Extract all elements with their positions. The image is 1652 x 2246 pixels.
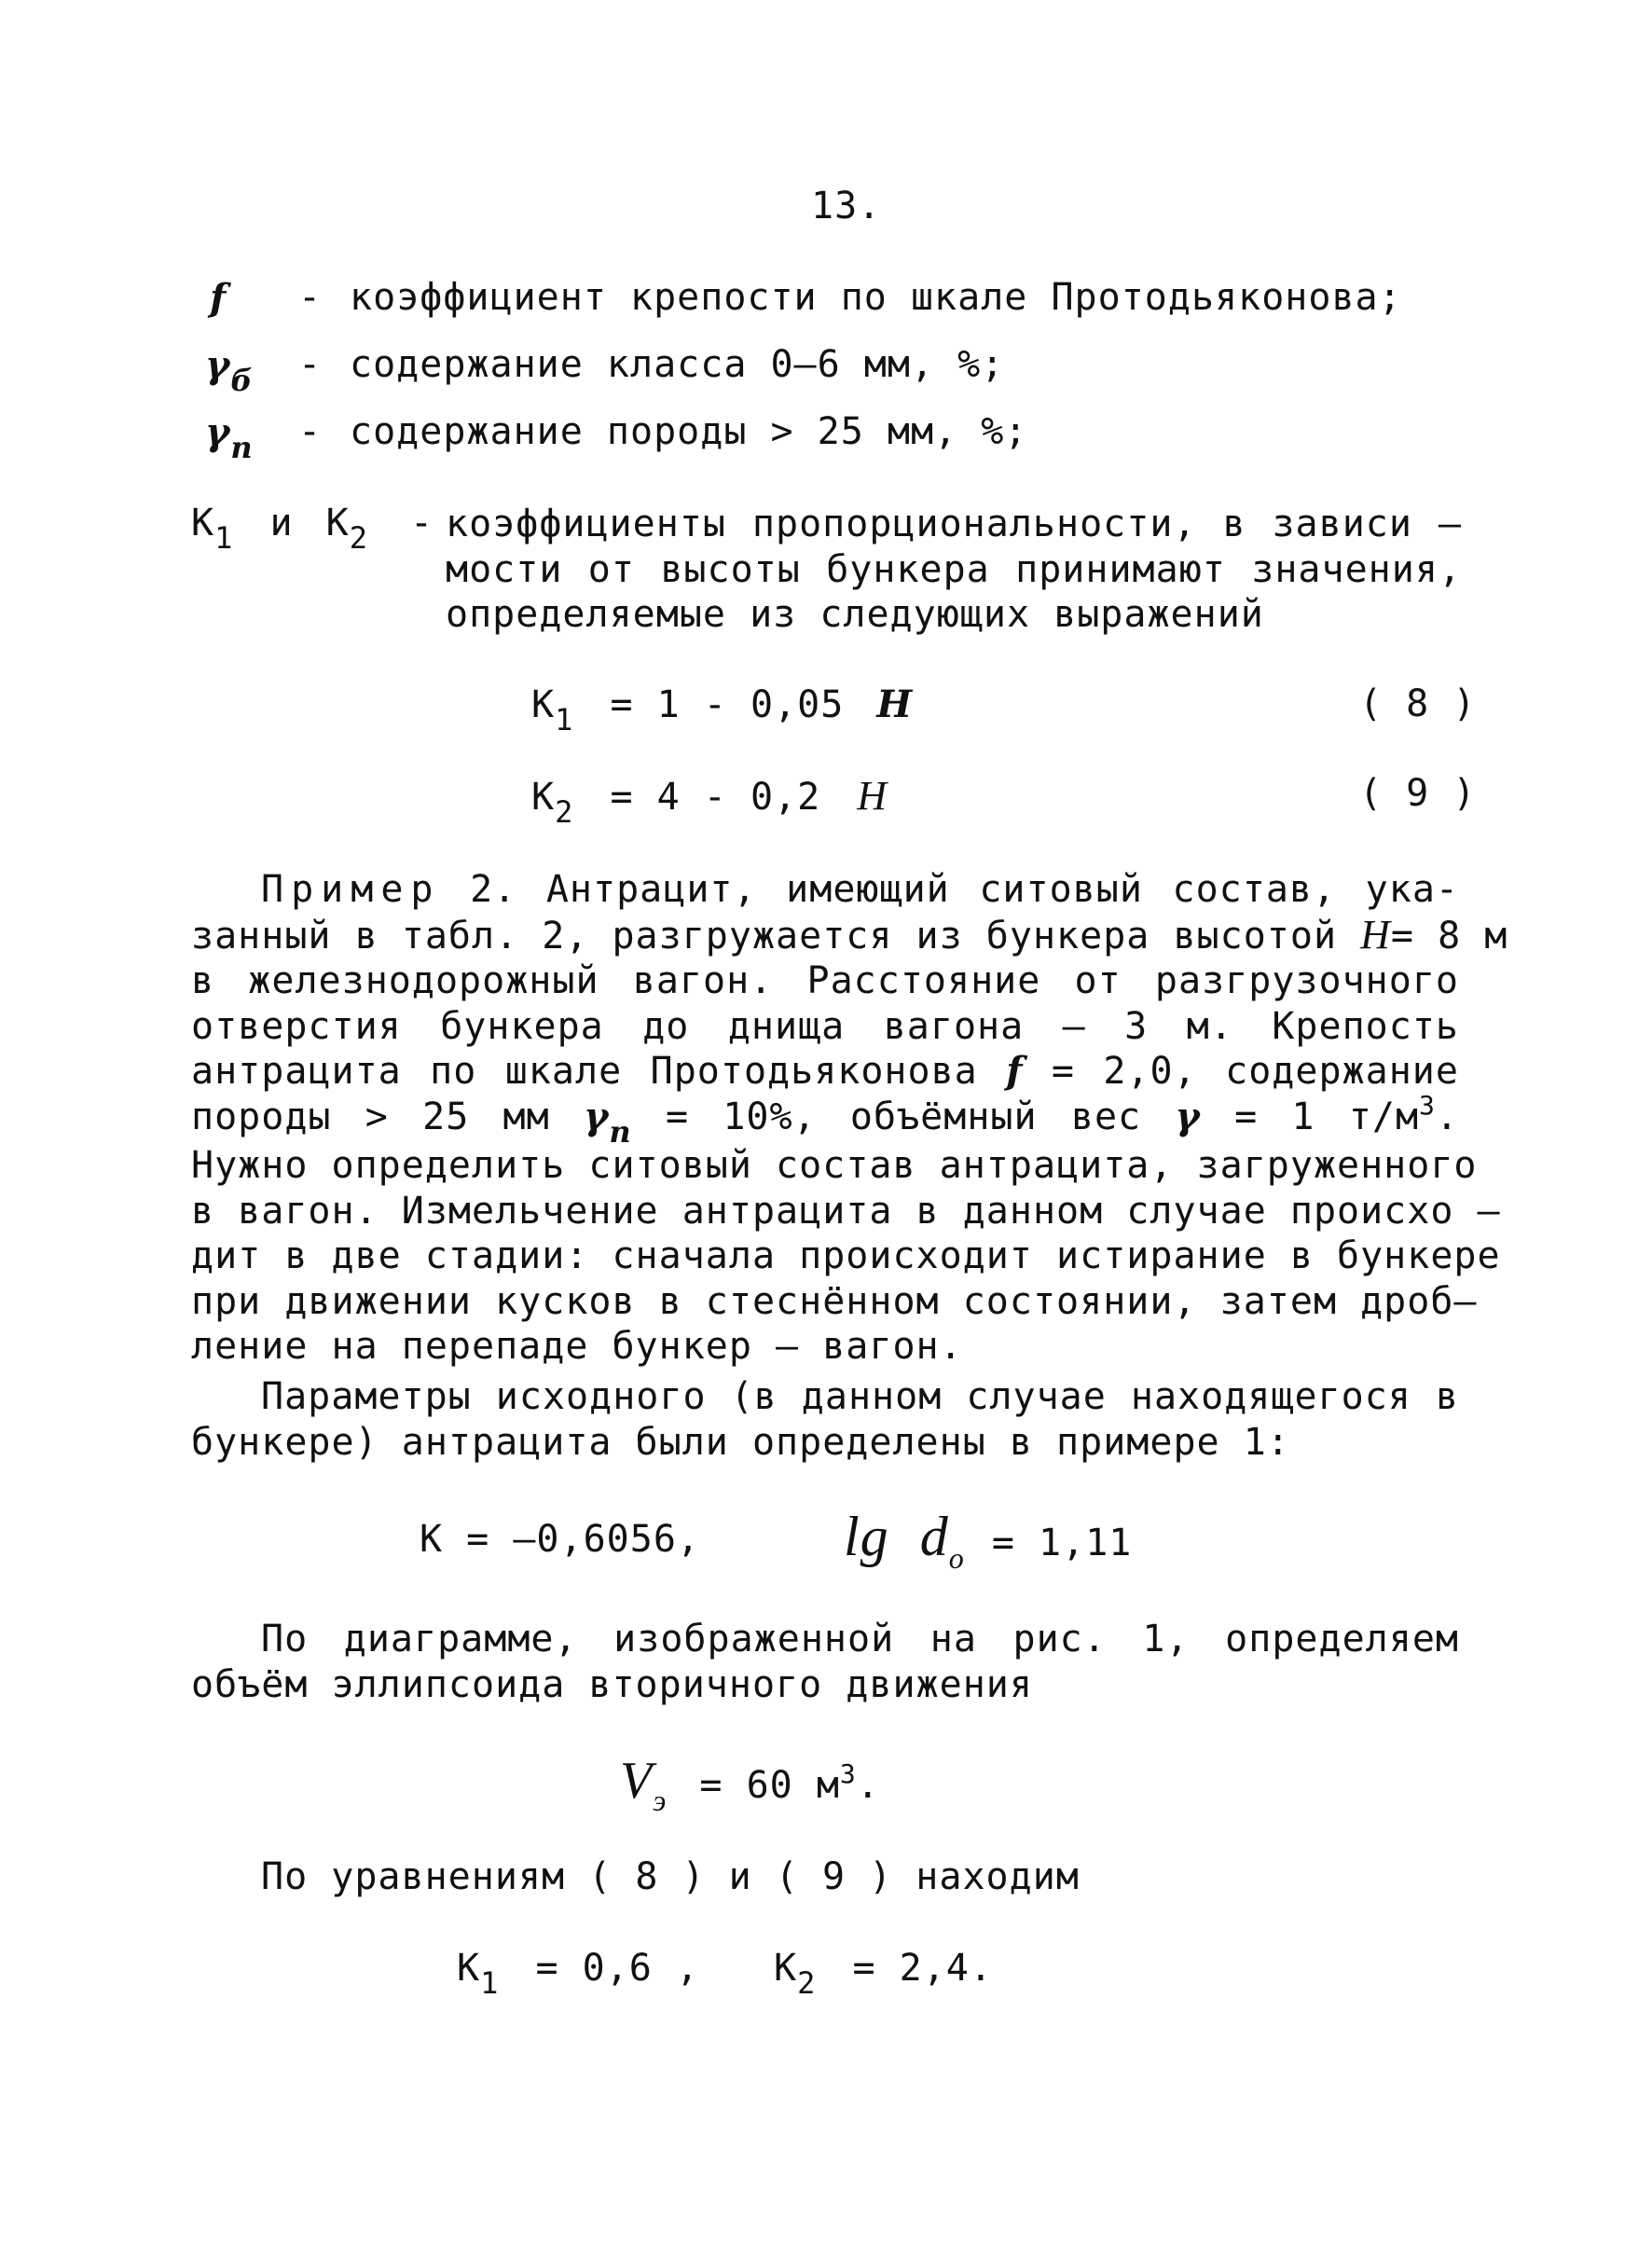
line: бункере) антрацита были определены в примере 1: xyxy=(191,1420,1290,1464)
page-number: 13. xyxy=(811,185,882,227)
volume-subscript: э xyxy=(653,1784,668,1817)
volume-variable: V xyxy=(620,1752,654,1810)
line: антрацита по шкале Протодьяконова f = 2,0, содержание xyxy=(191,1049,1459,1093)
k-symbols xyxy=(191,502,368,556)
result-k1: $К_1 = 0,6$ , xyxy=(457,1947,700,2001)
line: определяемые из следующих выражений xyxy=(446,593,1264,636)
eq-lhs: К xyxy=(531,683,556,726)
volume-value: = 60 м xyxy=(699,1764,840,1807)
line: Пример 2. Антрацит, имеющий ситовый состав, ука- xyxy=(261,868,1459,911)
volume-superscript: 3 xyxy=(839,1758,857,1789)
lg-subscript: o xyxy=(948,1541,965,1575)
volume-expression xyxy=(620,1751,880,1817)
by-equations-text: По уравнениям ( 8 ) и ( 9 ) находим xyxy=(261,1855,1080,1898)
symbol-gamma: γ xyxy=(205,410,231,454)
conjunction: и xyxy=(269,502,294,544)
eq-var: H xyxy=(857,773,888,819)
k-definition-text xyxy=(446,502,1462,638)
line: дит в две стадии: сначала происходит истирание в бункере xyxy=(191,1234,1501,1277)
line: в вагон. Измельчение антрацита в данном случае происхо – xyxy=(191,1189,1501,1233)
line: коэффициенты пропорциональности, в зависи – xyxy=(446,503,1462,545)
definition-text: содержание породы > 25 мм, %; xyxy=(350,410,1028,453)
lg-expression xyxy=(844,1505,1133,1575)
line: мости от высоты бункера принимают значения, xyxy=(446,547,1462,591)
dash: - xyxy=(298,343,323,386)
k1-subscript: 1 xyxy=(214,520,234,556)
lg-variable: d xyxy=(919,1506,949,1567)
equation-9 xyxy=(531,772,888,830)
lg-function: lg xyxy=(844,1506,889,1567)
line: Параметры исходного (в данном случае находящегося в xyxy=(261,1375,1459,1418)
line: занный в табл. 2, разгружается из бункера высотой H= 8 м xyxy=(191,911,1508,958)
eq-rhs: = 1 - 0,05 xyxy=(610,683,845,726)
equation-number-9: ( 9 ) xyxy=(1359,772,1477,815)
eq-lhs-subscript: 1 xyxy=(555,702,574,737)
eq-rhs: = 4 - 0,2 xyxy=(610,776,821,819)
eq-lhs: К xyxy=(531,776,556,819)
k-value: К = –0,6056, xyxy=(420,1518,700,1561)
lg-value: = 1,11 xyxy=(991,1522,1133,1564)
line: Нужно определить ситовый состав антрацита, загруженного xyxy=(191,1144,1478,1187)
line: в железнодорожный вагон. Расстояние от разгрузочного xyxy=(191,959,1459,1002)
dash: - xyxy=(298,410,323,453)
params-paragraph xyxy=(191,1374,1459,1465)
volume-end: . xyxy=(856,1764,880,1807)
symbol-subscript: п xyxy=(230,430,254,465)
eq-lhs-subscript: 2 xyxy=(555,794,574,830)
eq-var: H xyxy=(876,682,914,726)
equation-8 xyxy=(531,682,914,737)
definition-text: содержание класса 0–6 мм, %; xyxy=(350,343,1005,386)
k2: К xyxy=(325,502,350,544)
line: ление на перепаде бункер – вагон. xyxy=(191,1325,963,1368)
result-k2: $К_2 = 2,4$. xyxy=(774,1947,993,2001)
symbol-f: f xyxy=(210,276,227,320)
example-paragraph xyxy=(191,867,1508,1370)
line: объём эллипсоида вторичного движения xyxy=(191,1662,1033,1706)
diagram-paragraph xyxy=(191,1617,1459,1707)
symbol-gamma: γ xyxy=(205,343,231,387)
symbol-subscript: б xyxy=(230,363,254,398)
line: отверстия бункера до днища вагона – 3 м. Крепость xyxy=(191,1004,1459,1048)
k2-subscript: 2 xyxy=(349,520,368,556)
definition-f xyxy=(210,276,1402,320)
line: при движении кусков в стеснённом состоянии, затем дроб– xyxy=(191,1279,1478,1323)
line: По диаграмме, изображенной на рис. 1, определяем xyxy=(261,1618,1459,1660)
k1: К xyxy=(191,502,215,544)
equation-number-8: ( 8 ) xyxy=(1359,682,1477,725)
dash: - xyxy=(410,502,434,544)
dash: - xyxy=(298,276,323,319)
definition-gamma-p xyxy=(205,410,1028,465)
definition-text: коэффициент крепости по шкале Протодьяконова; xyxy=(350,276,1402,319)
line: породы > 25 мм $\gamma_п = 10\%$, объёмный вес γ = 1 $т/м^3$. xyxy=(191,1089,1459,1150)
definition-gamma-b xyxy=(205,343,1005,398)
example-label: Пример xyxy=(261,868,441,911)
